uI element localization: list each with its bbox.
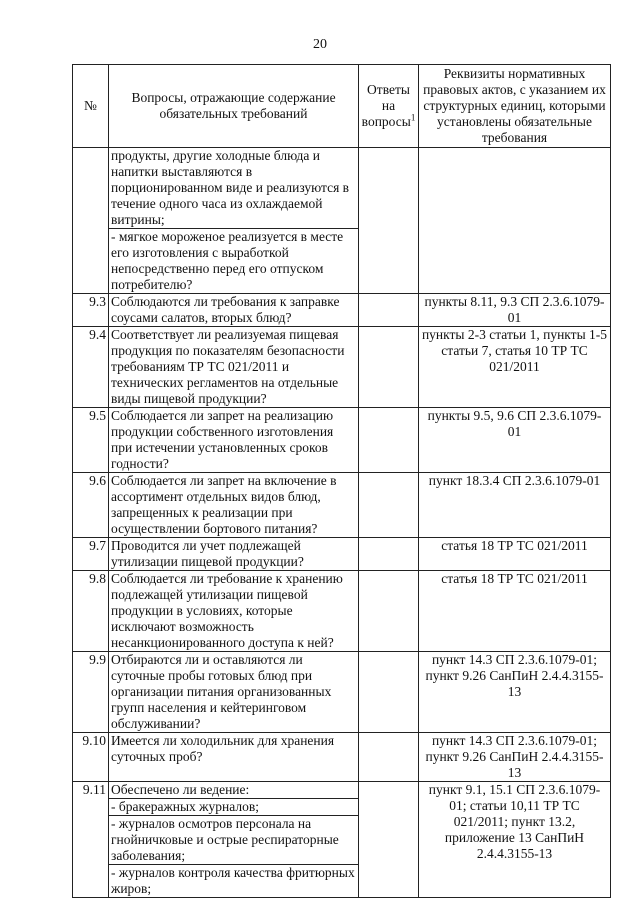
question-part: Обеспечено ли ведение: bbox=[111, 782, 250, 797]
row-answer-cell[interactable] bbox=[359, 408, 419, 473]
question-part: продукты, другие холодные блюда и напитки выставляются в порционированном виде и реализуются в течение одного часа из охлаждаемой витрины; bbox=[111, 148, 350, 227]
row-num: 9.5 bbox=[73, 408, 109, 473]
row-ref: пункт 9.1, 15.1 СП 2.3.6.1079-01; статьи 10,11 ТР ТС 021/2011; пункт 13.2, приложение 13 СанПиН 2.4.4.3155-13 bbox=[419, 782, 611, 898]
row-ref: пункт 14.3 СП 2.3.6.1079-01; пункт 9.26 СанПиН 2.4.4.3155-13 bbox=[419, 652, 611, 733]
question-part: - журналов осмотров персонала на гнойничковые и острые респираторные заболевания; bbox=[109, 815, 358, 864]
table-row bbox=[73, 733, 611, 782]
footnote-marker: 1 bbox=[410, 112, 416, 123]
header-requisites: Реквизиты нормативных правовых актов, с указанием их структурных единиц, которыми установлены обязательные требования bbox=[419, 65, 611, 148]
table-row bbox=[73, 652, 611, 733]
row-ref: пункты 2-3 статьи 1, пункты 1-5 статьи 7, статья 10 ТР ТС 021/2011 bbox=[419, 327, 611, 408]
row-ref: пункт 14.3 СП 2.3.6.1079-01; пункт 9.26 СанПиН 2.4.4.3155-13 bbox=[419, 733, 611, 782]
row-num: 9.6 bbox=[73, 473, 109, 538]
row-answer-cell[interactable] bbox=[359, 538, 419, 571]
question-part: - мягкое мороженое реализуется в месте его изготовления с выработкой непосредственно перед его отпуском потребителю? bbox=[109, 228, 358, 293]
requirements-table bbox=[72, 64, 611, 898]
table-row bbox=[73, 782, 611, 898]
header-question: Вопросы, отражающие содержание обязательных требований bbox=[109, 65, 359, 148]
question-part: - журналов контроля качества фритюрных жиров; bbox=[109, 864, 358, 897]
row-question bbox=[109, 148, 359, 294]
row-question: Отбираются ли и оставляются ли суточные пробы готовых блюд при организации питания организованных групп населения и кейтеринговом обслуживании? bbox=[109, 652, 359, 733]
row-question: Соответствует ли реализуемая пищевая продукция по показателям безопасности требованиям ТР ТС 021/2011 и технических регламентов на отдельные виды пищевой продукции? bbox=[109, 327, 359, 408]
row-question: Соблюдается ли требование к хранению подлежащей утилизации пищевой продукции в условиях, которые исключают возможность несанкционированного доступа к ней? bbox=[109, 571, 359, 652]
row-question: Соблюдаются ли требования к заправке соусами салатов, вторых блюд? bbox=[109, 294, 359, 327]
row-num: 9.10 bbox=[73, 733, 109, 782]
row-question: Соблюдается ли запрет на реализацию продукции собственного изготовления при истечении установленных сроков годности? bbox=[109, 408, 359, 473]
row-num: 9.7 bbox=[73, 538, 109, 571]
row-question: Проводится ли учет подлежащей утилизации пищевой продукции? bbox=[109, 538, 359, 571]
header-num: № bbox=[73, 65, 109, 148]
row-answer-cell[interactable] bbox=[359, 571, 419, 652]
table-row bbox=[73, 473, 611, 538]
row-num: 9.4 bbox=[73, 327, 109, 408]
row-num: 9.11 bbox=[73, 782, 109, 898]
row-answer-cell[interactable] bbox=[359, 294, 419, 327]
row-answer-cell[interactable] bbox=[359, 473, 419, 538]
table-header-row bbox=[73, 65, 611, 148]
row-answer-cell[interactable] bbox=[359, 782, 419, 898]
row-ref: пункты 8.11, 9.3 СП 2.3.6.1079-01 bbox=[419, 294, 611, 327]
row-answer-cell[interactable] bbox=[359, 733, 419, 782]
table-row bbox=[73, 408, 611, 473]
table-row bbox=[73, 294, 611, 327]
row-ref: статья 18 ТР ТС 021/2011 bbox=[419, 571, 611, 652]
row-answer-cell[interactable] bbox=[359, 148, 419, 294]
header-answers bbox=[359, 65, 419, 148]
question-part: - бракеражных журналов; bbox=[109, 798, 358, 815]
row-question: Имеется ли холодильник для хранения суточных проб? bbox=[109, 733, 359, 782]
row-ref: пункты 9.5, 9.6 СП 2.3.6.1079-01 bbox=[419, 408, 611, 473]
row-num bbox=[73, 148, 109, 294]
page-number: 20 bbox=[313, 37, 327, 52]
table-row bbox=[73, 571, 611, 652]
row-answer-cell[interactable] bbox=[359, 652, 419, 733]
row-answer-cell[interactable] bbox=[359, 327, 419, 408]
row-question bbox=[109, 782, 359, 898]
row-question: Соблюдается ли запрет на включение в ассортимент отдельных видов блюд, запрещенных к реализации при осуществлении бортового питания? bbox=[109, 473, 359, 538]
table-row bbox=[73, 148, 611, 294]
row-ref bbox=[419, 148, 611, 294]
table-row bbox=[73, 327, 611, 408]
row-ref: пункт 18.3.4 СП 2.3.6.1079-01 bbox=[419, 473, 611, 538]
row-num: 9.9 bbox=[73, 652, 109, 733]
table-row bbox=[73, 538, 611, 571]
row-num: 9.3 bbox=[73, 294, 109, 327]
row-num: 9.8 bbox=[73, 571, 109, 652]
header-answers-label: Ответы на вопросы bbox=[361, 82, 411, 129]
row-ref: статья 18 ТР ТС 021/2011 bbox=[419, 538, 611, 571]
